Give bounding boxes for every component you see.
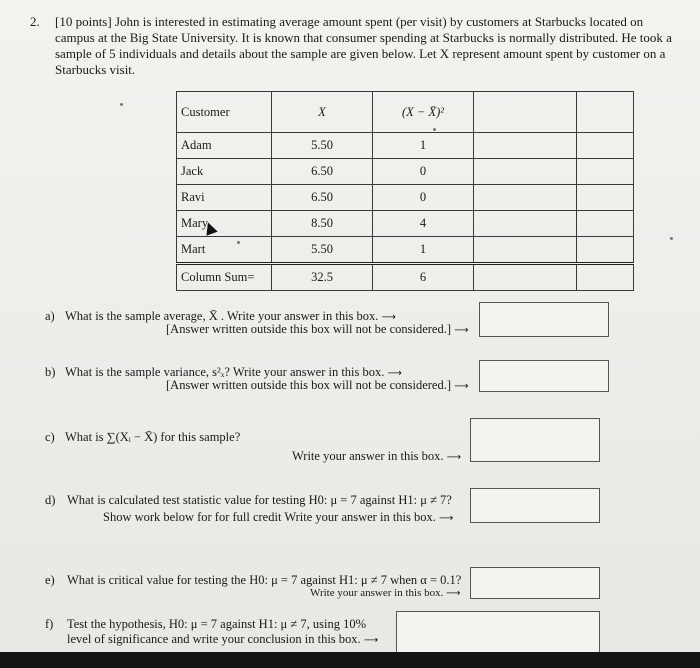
part-b-note (166, 378, 469, 394)
arrow-right-icon: ⟶ (363, 635, 379, 646)
header-empty-1 (474, 92, 577, 133)
answer-box-d[interactable] (470, 488, 600, 523)
row-empty (577, 159, 634, 185)
part-a-note (166, 322, 469, 338)
part-b-label: b) (45, 365, 56, 379)
part-c-note (292, 449, 461, 465)
speck (120, 103, 123, 106)
row-x: 5.50 (272, 133, 373, 159)
part-a-line2: [Answer written outside this box will not be considered.] (166, 322, 452, 336)
row-empty (474, 264, 577, 291)
part-e-line1: What is critical value for testing the H0: μ = 7 against H1: μ ≠ 7 when α = 0.1? (67, 573, 462, 587)
answer-box-a[interactable] (479, 302, 609, 337)
question-intro: [10 points] John is interested in estimating average amount spent (per visit) by customers at Starbucks located on campus at the Big State University. It is known that consumer spending at Starbucks is normally distributed. He took a sample of 5 individuals and details about the sample are given below. Let X represent amount spent by customer on a Starbucks visit. (55, 14, 672, 77)
part-e-line2: Write your answer in this box. (310, 587, 444, 599)
row-name: Jack (177, 159, 272, 185)
row-empty (577, 185, 634, 211)
header-deviation: (X − X̄)² (373, 92, 474, 133)
arrow-right-icon: ⟶ (446, 452, 462, 463)
part-d-line2: Show work below for for full credit Write your answer in this box. (103, 510, 436, 524)
row-dev: 1 (373, 237, 474, 264)
speck (433, 128, 436, 131)
row-empty (577, 211, 634, 237)
arrow-right-icon: ⟶ (454, 325, 469, 336)
part-b-line1: What is the sample variance, s²ₓ? Write your answer in this box. (65, 365, 385, 379)
answer-box-c[interactable] (470, 418, 600, 462)
table-row (177, 185, 634, 211)
table-row (177, 237, 634, 264)
row-empty (474, 133, 577, 159)
part-a-line1: What is the sample average, X̄ . Write your answer in this box. (65, 309, 379, 323)
row-name: Mart (177, 237, 272, 264)
table-row (177, 159, 634, 185)
row-name: Mary (177, 211, 272, 237)
row-empty (474, 237, 577, 264)
arrow-right-icon: ⟶ (454, 381, 469, 392)
row-x: 8.50 (272, 211, 373, 237)
row-empty (474, 211, 577, 237)
part-f-label: f) (45, 617, 54, 631)
arrow-right-icon: ⟶ (439, 513, 454, 524)
part-a-label: a) (45, 309, 55, 323)
row-dev: 0 (373, 185, 474, 211)
row-x: 6.50 (272, 185, 373, 211)
sum-x: 32.5 (272, 264, 373, 291)
row-empty (577, 264, 634, 291)
answer-box-b[interactable] (479, 360, 609, 392)
row-empty (474, 159, 577, 185)
part-c-line1: What is ∑(Xᵢ − X̄) for this sample? (65, 430, 241, 444)
row-name: Ravi (177, 185, 272, 211)
row-empty (474, 185, 577, 211)
speck (670, 237, 673, 240)
header-x: X (272, 92, 373, 133)
row-empty (577, 133, 634, 159)
sum-dev: 6 (373, 264, 474, 291)
part-f-line2: level of significance and write your conclusion in this box. (67, 632, 361, 646)
part-f-line1: Test the hypothesis, H0: μ = 7 against H1: μ ≠ 7, using 10% (67, 617, 366, 631)
table-row (177, 133, 634, 159)
part-e-note (310, 586, 460, 601)
sum-label: Column Sum= (177, 264, 272, 291)
row-name: Adam (177, 133, 272, 159)
speck (237, 241, 240, 244)
arrow-right-icon: ⟶ (387, 368, 402, 379)
table-row (177, 211, 634, 237)
part-c-label: c) (45, 430, 55, 444)
part-f-note (67, 632, 378, 648)
row-dev: 4 (373, 211, 474, 237)
data-table (176, 91, 634, 291)
arrow-right-icon: ⟶ (381, 312, 396, 323)
part-d-note (103, 510, 453, 526)
row-x: 6.50 (272, 159, 373, 185)
header-customer: Customer (177, 92, 272, 133)
answer-box-f[interactable] (396, 611, 600, 654)
header-empty-2 (577, 92, 634, 133)
arrow-right-icon: ⟶ (446, 588, 461, 599)
part-b-line2: [Answer written outside this box will not be considered.] (166, 378, 452, 392)
part-e-label: e) (45, 573, 55, 587)
column-sum-row (177, 264, 634, 291)
row-x: 5.50 (272, 237, 373, 264)
answer-box-e[interactable] (470, 567, 600, 599)
row-dev: 0 (373, 159, 474, 185)
part-d-label: d) (45, 493, 56, 507)
question-number: 2. (30, 14, 40, 29)
row-empty (577, 237, 634, 264)
bottom-shadow (0, 652, 700, 668)
row-dev: 1 (373, 133, 474, 159)
part-c-line2: Write your answer in this box. (292, 449, 444, 463)
part-d-line1: What is calculated test statistic value for testing H0: μ = 7 against H1: μ ≠ 7? (67, 493, 452, 507)
